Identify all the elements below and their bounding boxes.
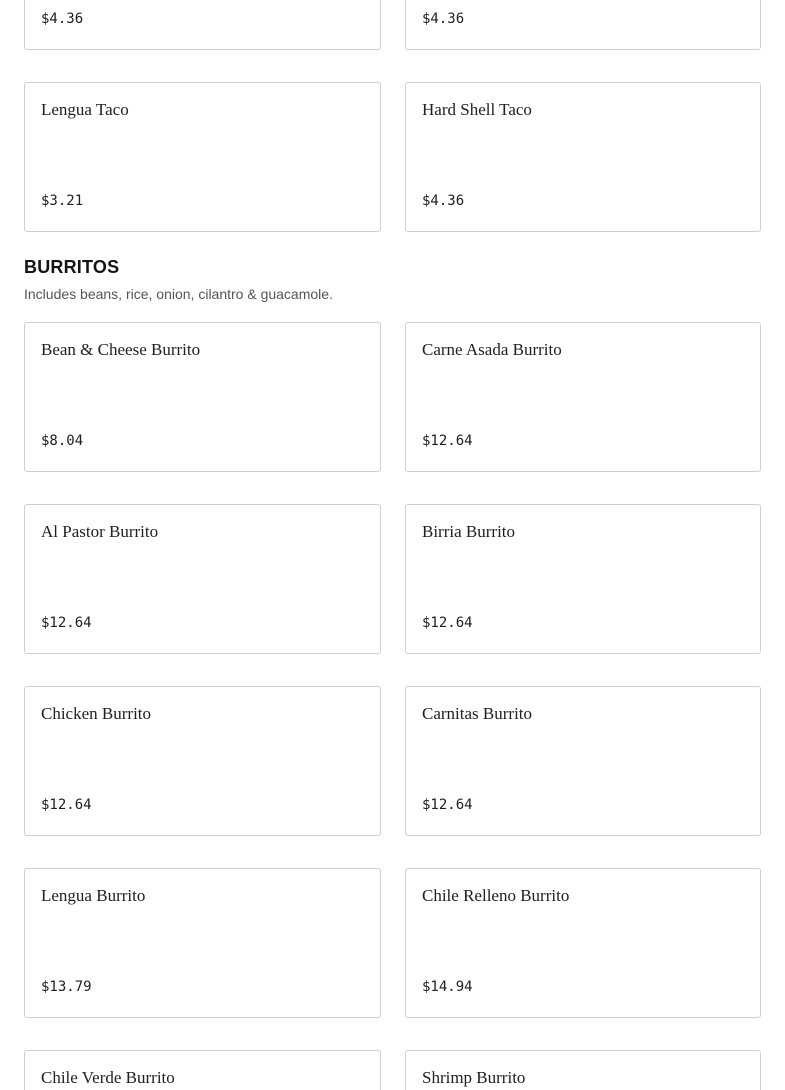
menu-item-card[interactable]	[405, 868, 761, 1018]
item-price: $4.36	[422, 193, 465, 209]
menu-item-card[interactable]	[24, 0, 381, 50]
menu-item-card[interactable]	[405, 322, 761, 472]
item-name: Birria Burrito	[422, 522, 516, 541]
item-price: $12.64	[41, 615, 92, 631]
item-name: Shrimp Burrito	[422, 1068, 526, 1087]
item-name: Carnitas Burrito	[422, 704, 533, 723]
menu-item-card[interactable]	[24, 868, 381, 1018]
item-name: Carne Asada Burrito	[422, 340, 562, 359]
item-name: Lengua Burrito	[41, 886, 146, 905]
item-name: Al Pastor Burrito	[41, 522, 159, 541]
menu-item-card[interactable]	[24, 1050, 381, 1090]
menu-item-card[interactable]	[405, 504, 761, 654]
item-price: $8.04	[41, 433, 84, 449]
item-name: Bean & Cheese Burrito	[41, 340, 201, 359]
menu-item-card[interactable]	[24, 322, 381, 472]
item-price: $3.21	[41, 193, 84, 209]
menu-item-card[interactable]	[405, 82, 761, 232]
menu-item-card[interactable]	[24, 82, 381, 232]
item-price: $12.64	[422, 615, 473, 631]
item-price: $12.64	[422, 433, 473, 449]
item-price: $12.64	[41, 797, 92, 813]
item-price: $4.36	[422, 11, 465, 27]
item-name: Chile Verde Burrito	[41, 1068, 175, 1087]
item-name: Chile Relleno Burrito	[422, 886, 570, 905]
item-name: Chicken Burrito	[41, 704, 152, 723]
menu-item-card[interactable]	[24, 504, 381, 654]
menu-item-card[interactable]	[24, 686, 381, 836]
item-price: $14.94	[422, 979, 473, 995]
section-title: BURRITOS	[24, 257, 120, 277]
item-price: $12.64	[422, 797, 473, 813]
section-description: Includes beans, rice, onion, cilantro & guacamole.	[24, 286, 333, 302]
menu-item-card[interactable]	[405, 686, 761, 836]
item-price: $4.36	[41, 11, 84, 27]
item-name: Lengua Taco	[41, 100, 129, 119]
item-price: $13.79	[41, 979, 92, 995]
menu-item-card[interactable]	[405, 0, 761, 50]
menu-item-card[interactable]	[405, 1050, 761, 1090]
item-name: Hard Shell Taco	[422, 100, 532, 119]
